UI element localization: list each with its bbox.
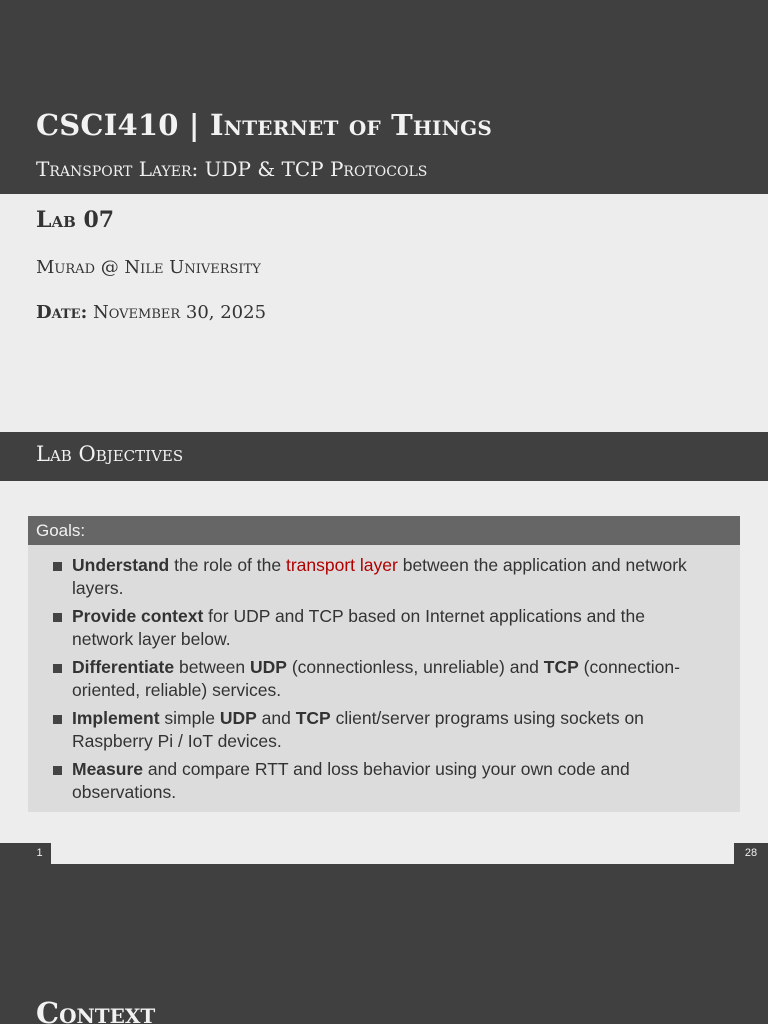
goal-item-provide-context <box>28 605 740 651</box>
goals-header: Goals: <box>28 516 740 545</box>
goal-text: simple <box>159 708 220 728</box>
course-title: CSCI410 | Internet of Things <box>36 108 492 142</box>
footer-bar <box>0 843 768 864</box>
goal-keyword: Differentiate <box>72 657 175 677</box>
goals-list <box>28 554 740 809</box>
goal-text: (connection-oriented, reliable) services. <box>72 657 680 700</box>
section-title-bar <box>0 432 768 481</box>
next-slide-band <box>0 864 768 1024</box>
goal-keyword: Understand <box>72 555 170 575</box>
square-bullet-icon <box>53 613 62 622</box>
square-bullet-icon <box>53 715 62 724</box>
goal-text: for UDP and TCP based on Internet applications and the network layer below. <box>72 606 645 649</box>
goal-text: and compare RTT and loss behavior using your own code and observations. <box>72 759 630 802</box>
footer-strip <box>0 843 28 864</box>
goal-keyword-udp: UDP <box>250 657 287 677</box>
lab-number: Lab 07 <box>36 207 115 233</box>
goal-keyword-tcp: TCP <box>543 657 579 677</box>
section-title: Lab Objectives <box>36 442 184 466</box>
goal-text: the role of the <box>169 555 286 575</box>
date-value: November 30, 2025 <box>92 302 267 323</box>
goals-block <box>28 516 740 812</box>
goal-item-implement <box>28 707 740 753</box>
goal-keyword: Implement <box>72 708 160 728</box>
goal-text: client/server programs using sockets on Raspberry Pi / IoT devices. <box>72 708 644 751</box>
goal-text: (connectionless, unreliable) and <box>286 657 544 677</box>
goal-item-differentiate <box>28 656 740 702</box>
date-line <box>36 302 266 323</box>
goal-keyword: Provide context <box>72 606 204 626</box>
author-line: Murad @ Nile University <box>36 257 261 278</box>
total-pages: 28 <box>734 843 768 864</box>
goal-text: and <box>256 708 296 728</box>
square-bullet-icon <box>53 562 62 571</box>
goal-item-measure <box>28 758 740 804</box>
square-bullet-icon <box>53 664 62 673</box>
goal-text: between <box>174 657 250 677</box>
goal-keyword: Measure <box>72 759 144 779</box>
lecture-subtitle: Transport Layer: UDP & TCP Protocols <box>36 157 428 181</box>
goal-item-understand <box>28 554 740 600</box>
square-bullet-icon <box>53 766 62 775</box>
goal-keyword-udp: UDP <box>219 708 257 728</box>
date-label: Date: <box>36 302 88 323</box>
title-band <box>0 0 768 194</box>
goal-keyword-tcp: TCP <box>295 708 331 728</box>
page-number: 1 <box>28 843 51 864</box>
goal-text: between the application and network layers. <box>72 555 687 598</box>
goal-highlight: transport layer <box>285 555 398 575</box>
next-slide-title: Context <box>36 996 156 1024</box>
